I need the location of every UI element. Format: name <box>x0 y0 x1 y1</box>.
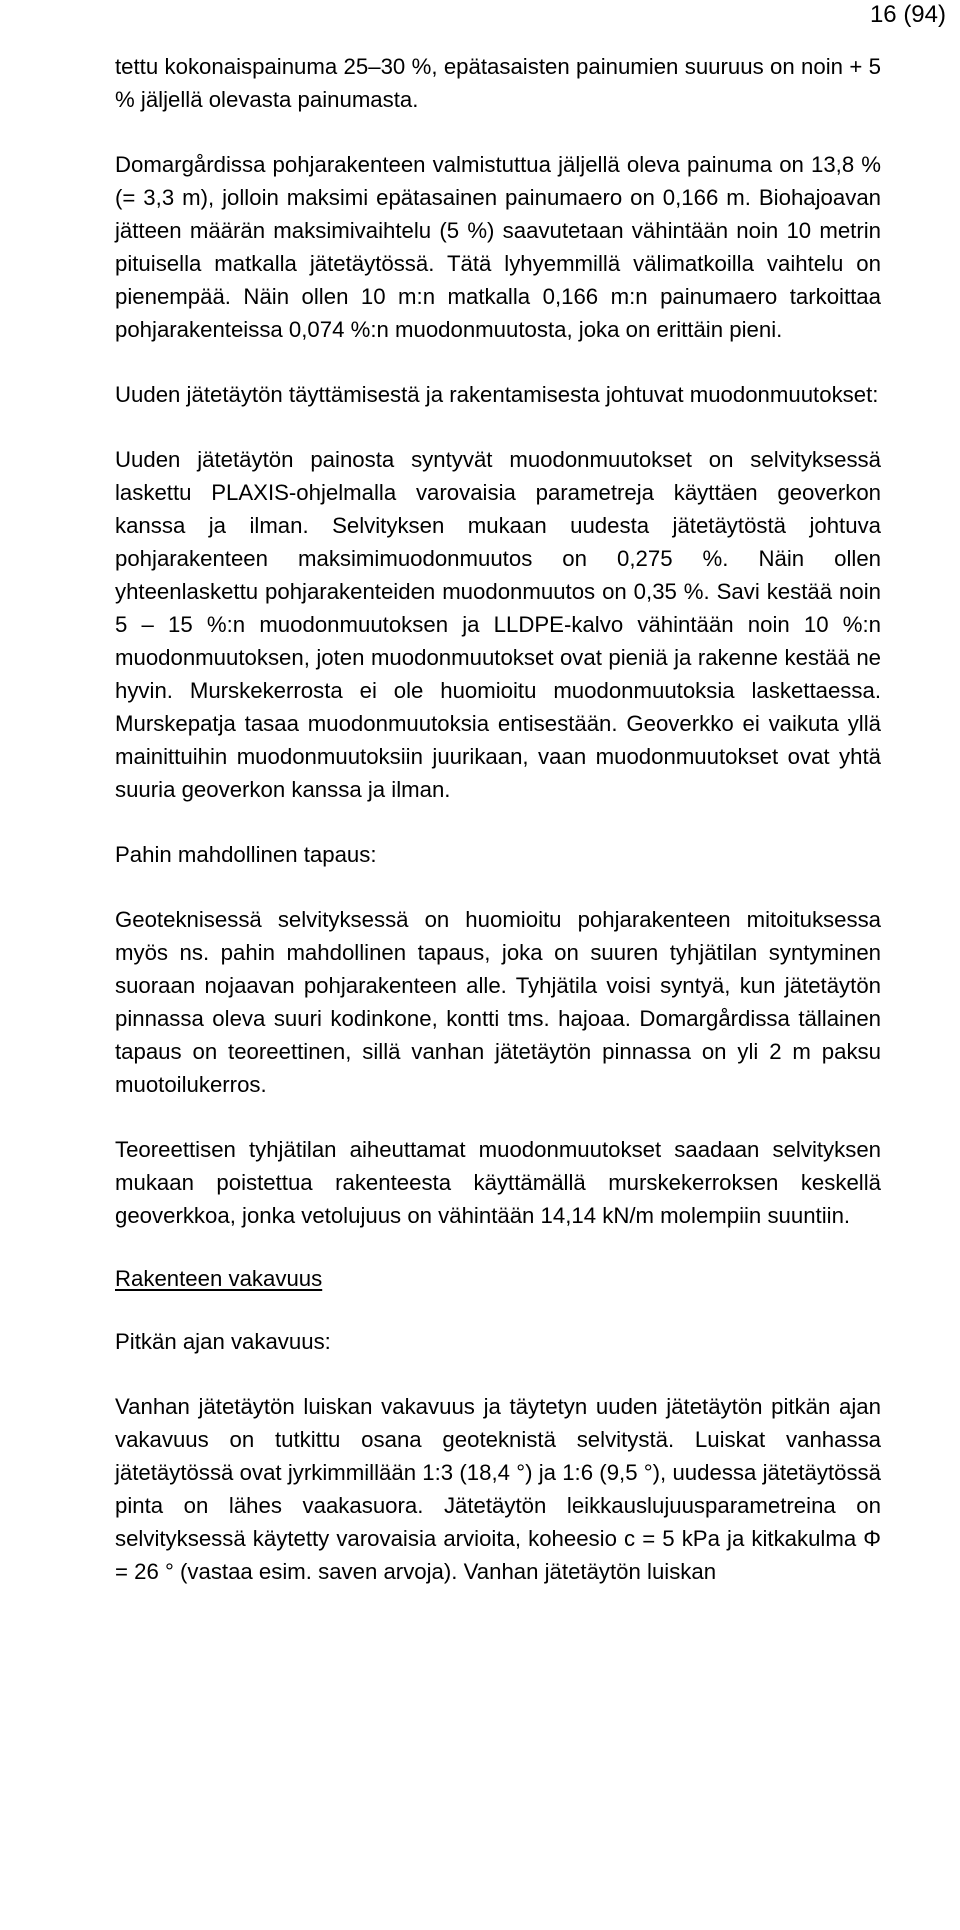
paragraph-settlement-summary: tettu kokonaispainuma 25–30 %, epätasaisten painumien suuruus on noin + 5 % jäljellä olevasta painumasta. <box>115 54 881 112</box>
paragraph-worst-case: Geoteknisessä selvityksessä on huomioitu pohjarakenteen mitoituksessa myös ns. pahin mahdollinen tapaus, joka on suuren tyhjätilan syntyminen suoraan nojaavan pohjarakenteen alle. Tyhjätila voisi syntyä, kun jätetäytön pinnassa oleva suuri kodinkone, kontti tms. hajoaa. Domargårdissa tällainen tapaus on teoreettinen, sillä vanhan jätetäytön pinnassa on yli 2 m paksu muotoilukerros. <box>115 907 881 1097</box>
paragraph-void-deformations: Teoreettisen tyhjätilan aiheuttamat muodonmuutokset saadaan selvityksen mukaan poistettua rakenteesta käyttämällä murskekerroksen keskellä geoverkkoa, jonka vetolujuus on vähintään 14,14 kN/m molempiin suuntiin. <box>115 1137 881 1228</box>
paragraph-long-term-stability: Vanhan jätetäytön luiskan vakavuus ja täytetyn uuden jätetäytön pitkän ajan vakavuus on tutkittu osana geoteknistä selvitystä. Luiskat vanhassa jätetäytössä ovat jyrkimmillään 1:3 (18,4 °) ja 1:6 (9,5 °), uudessa jätetäytössä pinta on lähes vaakasuora. Jätetäytön leikkauslujuusparametreina on selvityksessä käytetty varovaisia arvioita, koheesio c = 5 kPa ja kitkakulma Φ = 26 ° (vastaa esim. saven arvoja). Vanhan jätetäytön luiskan <box>115 1394 881 1584</box>
section-heading-stability: Rakenteen vakavuus <box>115 1266 323 1291</box>
paragraph-new-fill-intro: Uuden jätetäytön täyttämisestä ja rakentamisesta johtuvat muodonmuutokset: <box>115 382 879 407</box>
paragraph-long-term-stability-heading: Pitkän ajan vakavuus: <box>115 1329 331 1354</box>
document-body <box>115 50 881 1588</box>
paragraph-new-fill-deformations: Uuden jätetäytön painosta syntyvät muodonmuutokset on selvityksessä laskettu PLAXIS-ohjelmalla varovaisia parametreja käyttäen geoverkon kanssa ja ilman. Selvityksen mukaan uudesta jätetäytöstä johtuva pohjarakenteen maksimimuodonmuutos on 0,275 %. Näin ollen yhteenlaskettu pohjarakenteiden muodonmuutos on 0,35 %. Savi kestää noin 5 – 15 %:n muodonmuutoksen ja LLDPE-kalvo vähintään noin 10 %:n muodonmuutoksen, joten muodonmuutokset ovat pieniä ja rakenne kestää ne hyvin. Murskekerrosta ei ole huomioitu muodonmuutoksia laskettaessa. Murskepatja tasaa muodonmuutoksia entisestään. Geoverkko ei vaikuta yllä mainittuihin muodonmuutoksiin juurikaan, vaan muodonmuutokset ovat yhtä suuria geoverkon kanssa ja ilman. <box>115 447 881 802</box>
page-number: 16 (94) <box>869 1 946 28</box>
paragraph-worst-case-heading: Pahin mahdollinen tapaus: <box>115 842 377 867</box>
paragraph-domargard-settlement: Domargårdissa pohjarakenteen valmistuttua jäljellä oleva painuma on 13,8 % (= 3,3 m), jolloin maksimi epätasainen painumaero on 0,166 m. Biohajoavan jätteen määrän maksimivaihtelu (5 %) saavutetaan vähintään noin 10 metrin pituisella matkalla jätetäytössä. Tätä lyhyemmillä välimatkoilla vaihtelu on pienempää. Näin ollen 10 m:n matkalla 0,166 m:n painumaero tarkoittaa pohjarakenteissa 0,074 %:n muodonmuutosta, joka on erittäin pieni. <box>115 152 881 342</box>
